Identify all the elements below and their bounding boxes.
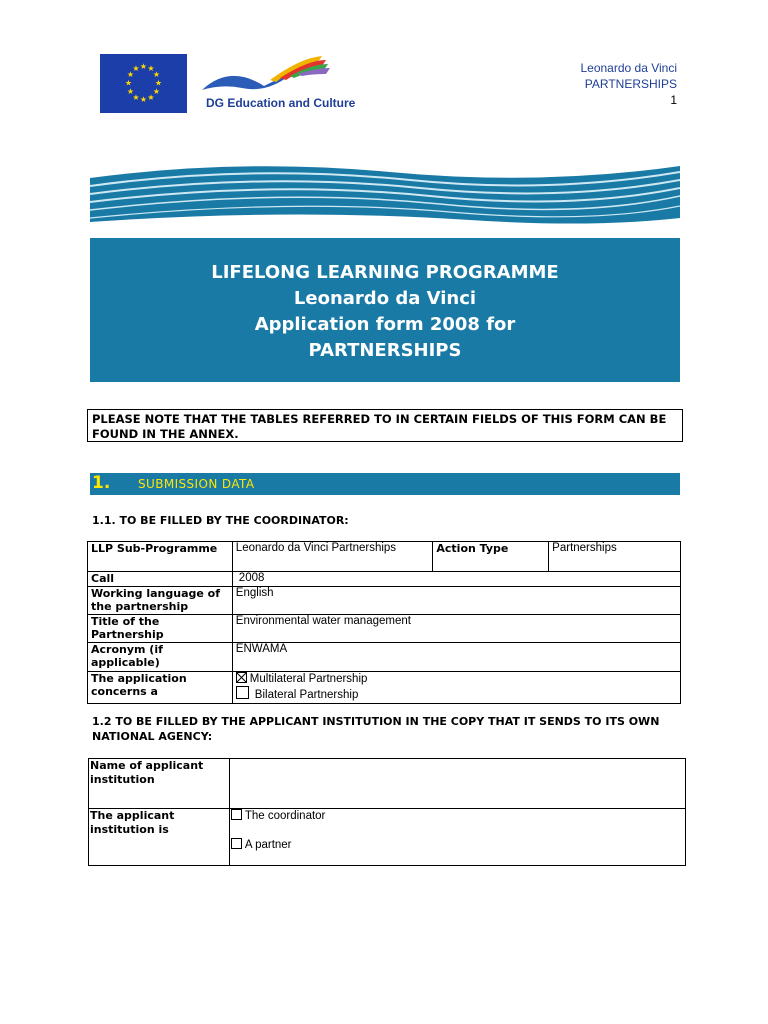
multilateral-label: Multilateral Partnership: [249, 672, 368, 685]
section-number: 1.: [92, 473, 111, 493]
call-label: Call: [88, 572, 233, 587]
annex-note: PLEASE NOTE THAT THE TABLES REFERRED TO IN CERTAIN FIELDS OF THIS FORM CAN BE FOUND IN THE ANNEX.: [87, 409, 683, 442]
svg-text:★: ★: [132, 93, 140, 102]
banner-line-3: Application form 2008 for: [254, 314, 516, 335]
title-label: Title of the Partnership: [88, 614, 233, 642]
svg-text:★: ★: [126, 87, 135, 96]
call-value-cell[interactable]: [232, 572, 680, 587]
svg-text:★: ★: [147, 64, 155, 73]
wave-graphic: [90, 158, 680, 238]
programme-line-2: PARTNERSHIPS: [584, 77, 677, 91]
applicant-role-options: [229, 809, 685, 866]
svg-text:★: ★: [126, 70, 135, 79]
call-value: 2008: [238, 572, 265, 584]
partner-checkbox[interactable]: [231, 838, 242, 849]
svg-text:★: ★: [132, 64, 140, 73]
acronym-label: Acronym (if applicable): [88, 642, 233, 671]
concerns-options: [232, 671, 680, 703]
multilateral-checkbox[interactable]: [236, 672, 247, 683]
svg-text:★: ★: [152, 87, 161, 96]
language-value[interactable]: English: [232, 586, 680, 614]
section-title: SUBMISSION DATA: [138, 477, 255, 491]
svg-text:★: ★: [147, 93, 155, 102]
section-header: [90, 473, 680, 495]
banner-line-4: PARTNERSHIPS: [308, 340, 462, 361]
partner-option-label: A partner: [244, 838, 292, 851]
title-value[interactable]: Environmental water management: [232, 614, 680, 642]
coordinator-heading: 1.1. TO BE FILLED BY THE COORDINATOR:: [92, 514, 349, 527]
applicant-role-label: The applicant institution is: [89, 809, 230, 866]
multilateral-option[interactable]: [236, 672, 677, 687]
banner-line-1: LIFELONG LEARNING PROGRAMME: [211, 262, 559, 283]
applicant-table: [88, 758, 686, 866]
llp-value[interactable]: Leonardo da Vinci Partnerships: [232, 542, 433, 572]
concerns-label: The application concerns a: [88, 671, 233, 703]
programme-header: [580, 60, 677, 92]
action-type-label: Action Type: [433, 542, 549, 572]
coordinator-checkbox[interactable]: [231, 809, 242, 820]
svg-text:★: ★: [154, 78, 163, 88]
acronym-value[interactable]: ENWAMA: [232, 642, 680, 671]
banner-line-2: Leonardo da Vinci: [293, 288, 477, 309]
coordinator-option[interactable]: [231, 809, 684, 824]
language-label: Working language of the partnership: [88, 586, 233, 614]
eu-flag-logo: [100, 54, 187, 113]
svg-text:★: ★: [139, 95, 148, 104]
programme-line-1: Leonardo da Vinci: [580, 61, 677, 75]
coordinator-table: [87, 541, 681, 704]
bilateral-option[interactable]: [236, 686, 677, 703]
applicant-heading: 1.2 TO BE FILLED BY THE APPLICANT INSTITUTION IN THE COPY THAT IT SENDS TO ITS OWN NATIONAL AGENCY:: [92, 715, 660, 743]
coordinator-option-label: The coordinator: [244, 810, 326, 822]
dg-label: DG Education and Culture: [206, 96, 356, 110]
svg-text:★: ★: [124, 78, 133, 88]
svg-text:★: ★: [139, 62, 148, 71]
bilateral-checkbox[interactable]: [236, 686, 249, 699]
svg-text:★: ★: [152, 70, 161, 79]
partner-option[interactable]: [231, 838, 684, 853]
title-banner: [90, 238, 680, 382]
llp-label: LLP Sub-Programme: [88, 542, 233, 572]
applicant-name-label: Name of applicant institution: [89, 759, 230, 809]
action-type-value[interactable]: Partnerships: [549, 542, 681, 572]
page-number: 1: [670, 93, 677, 107]
applicant-name-value[interactable]: [229, 759, 685, 809]
bilateral-label: Bilateral Partnership: [254, 689, 359, 701]
